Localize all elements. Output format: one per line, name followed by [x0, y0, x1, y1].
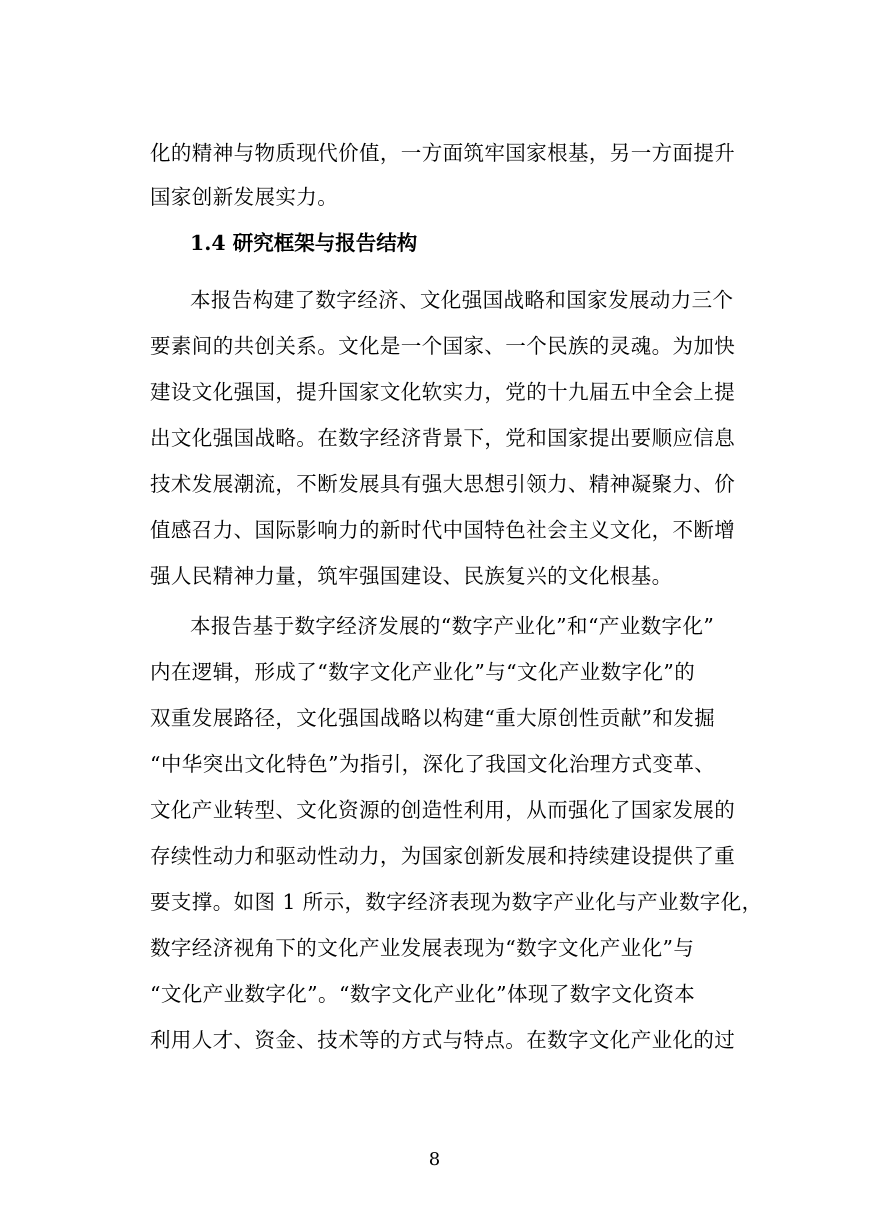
text-line: 值感召力、国际影响力的新时代中国特色社会主义文化，不断增	[150, 518, 736, 542]
text-line: 化的精神与物质现代价值，一方面筑牢国家根基，另一方面提升	[150, 141, 736, 165]
text-line: 强人民精神力量，筑牢强国建设、民族复兴的文化根基。	[150, 564, 673, 588]
text-line: “文化产业数字化”。“数字文化产业化”体现了数字文化资本	[150, 982, 696, 1006]
text-line: 双重发展路径，文化强国战略以构建“重大原创性贡献”和发掘	[150, 706, 716, 730]
text-line: 利用人才、资金、技术等的方式与特点。在数字文化产业化的过	[150, 1028, 736, 1052]
text-line: “中华突出文化特色”为指引，深化了我国文化治理方式变革、	[150, 752, 716, 776]
text-line: 国家创新发展实力。	[150, 185, 339, 209]
text-line: 数字经济视角下的文化产业发展表现为“数字文化产业化”与	[150, 936, 695, 960]
text-line: 文化产业转型、文化资源的创造性利用，从而强化了国家发展的	[150, 798, 736, 822]
text-line: 技术发展潮流，不断发展具有强大思想引领力、精神凝聚力、价	[150, 472, 736, 496]
text-line: 出文化强国战略。在数字经济背景下，党和国家提出要顺应信息	[150, 426, 736, 450]
text-line: 内在逻辑，形成了“数字文化产业化”与“文化产业数字化”的	[150, 660, 696, 684]
text-line: 本报告基于数字经济发展的“数字产业化”和“产业数字化”	[190, 614, 715, 638]
text-line: 要支撑。如图 1 所示，数字经济表现为数字产业化与产业数字化，	[150, 890, 763, 914]
text-line: 要素间的共创关系。文化是一个国家、一个民族的灵魂。为加快	[150, 334, 736, 358]
text-line: 存续性动力和驱动性动力，为国家创新发展和持续建设提供了重	[150, 844, 736, 868]
text-line: 建设文化强国，提升国家文化软实力，党的十九届五中全会上提	[150, 380, 736, 404]
section-heading: 1.4 研究框架与报告结构	[190, 231, 418, 255]
text-line: 本报告构建了数字经济、文化强国战略和国家发展动力三个	[190, 288, 734, 312]
page-number: 8	[428, 1149, 441, 1170]
